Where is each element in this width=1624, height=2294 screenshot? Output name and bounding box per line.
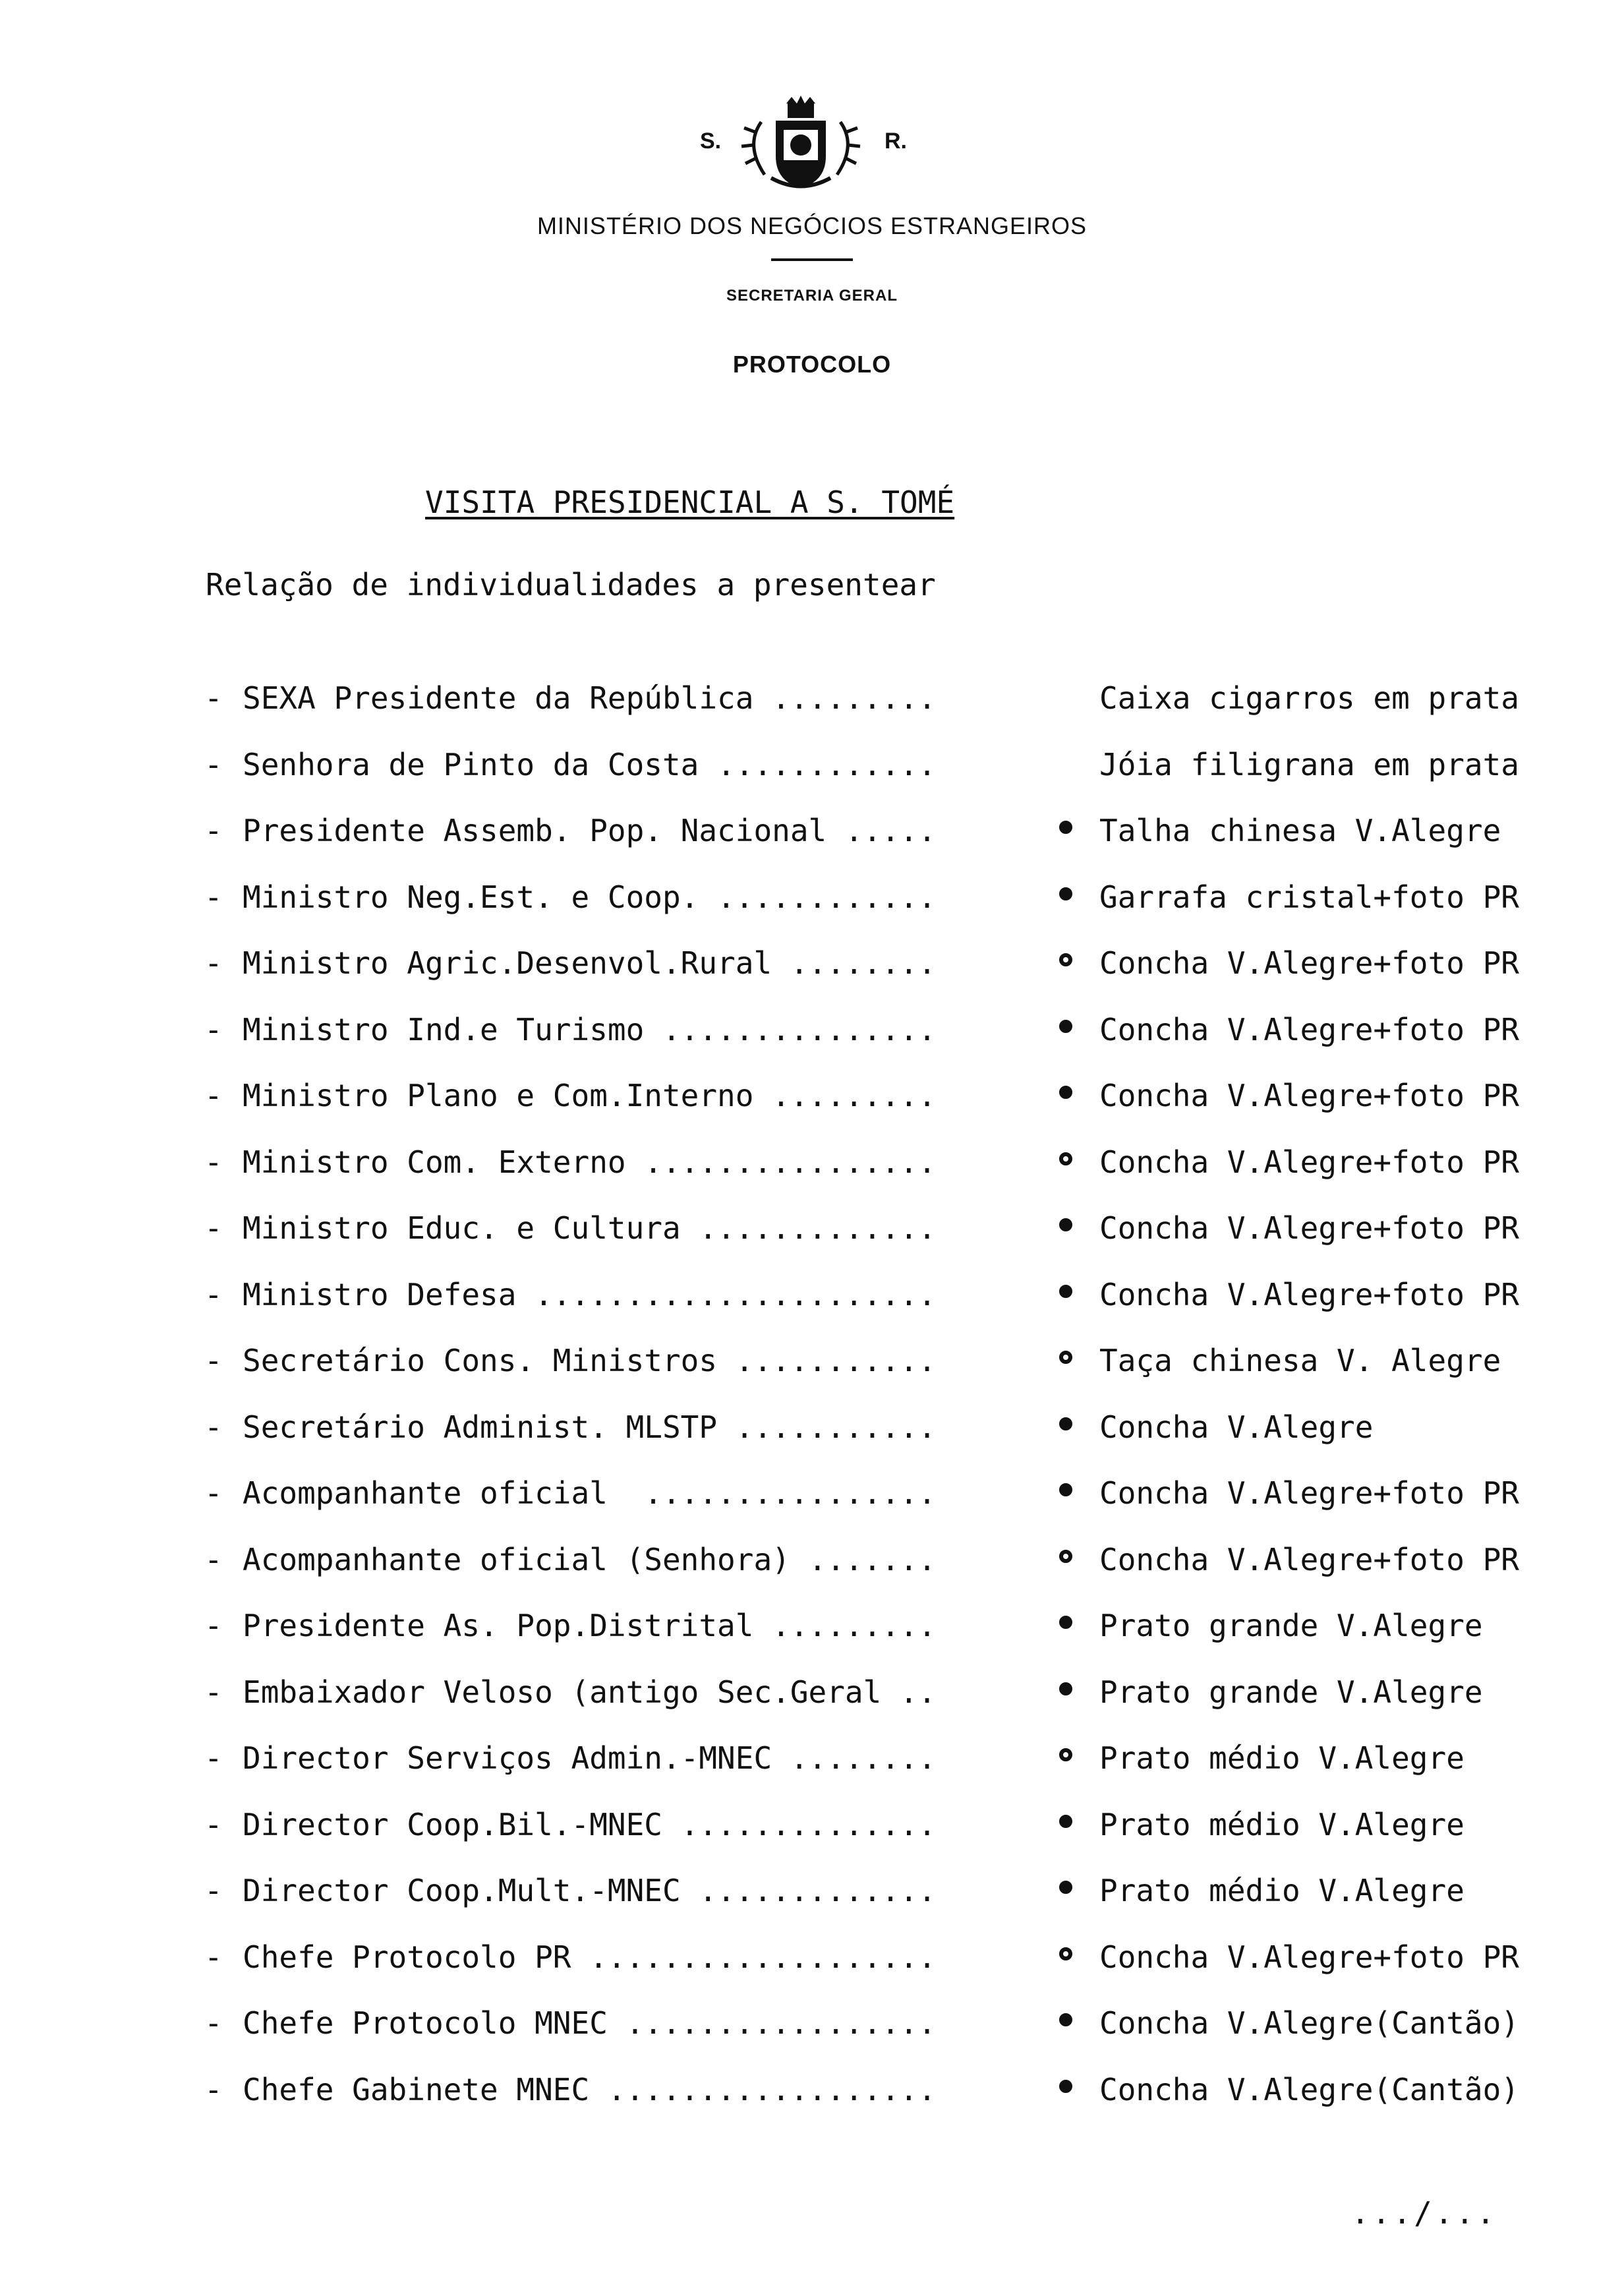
list-item bbox=[0, 1475, 1624, 1528]
letterhead-crest bbox=[0, 96, 1624, 194]
list-bullet: - bbox=[204, 680, 223, 716]
recipient-name: SEXA Presidente da República ......... bbox=[243, 680, 937, 716]
list-item bbox=[0, 1740, 1624, 1793]
letterhead-divider bbox=[771, 258, 853, 261]
list-bullet: - bbox=[204, 1343, 223, 1378]
list-item bbox=[0, 1674, 1624, 1727]
recipient-name: Ministro Defesa ...................... bbox=[243, 1276, 937, 1312]
check-mark-icon bbox=[1059, 1815, 1072, 1828]
gift-description: Concha V.Alegre+foto PR bbox=[1099, 1939, 1519, 1975]
recipient-name: Secretário Administ. MLSTP ........... bbox=[243, 1409, 937, 1445]
list-item bbox=[0, 813, 1624, 866]
list-bullet: - bbox=[204, 1144, 223, 1180]
list-item bbox=[0, 1542, 1624, 1595]
list-item bbox=[0, 1277, 1624, 1330]
gift-description: Caixa cigarros em prata bbox=[1099, 680, 1519, 716]
gift-description: Concha V.Alegre+foto PR bbox=[1099, 1276, 1519, 1312]
gift-description: Concha V.Alegre bbox=[1099, 1409, 1374, 1445]
list-bullet: - bbox=[204, 1740, 223, 1776]
list-item bbox=[0, 1210, 1624, 1263]
recipient-name: Secretário Cons. Ministros ........... bbox=[243, 1343, 937, 1378]
recipient-name: Chefe Protocolo PR ................... bbox=[243, 1939, 937, 1975]
recipient-name: Embaixador Veloso (antigo Sec.Geral .. bbox=[243, 1674, 937, 1710]
list-bullet: - bbox=[204, 1873, 223, 1908]
list-bullet: - bbox=[204, 746, 223, 782]
list-bullet: - bbox=[204, 1806, 223, 1842]
list-bullet: - bbox=[204, 945, 223, 981]
check-mark-icon bbox=[1059, 953, 1072, 966]
recipient-name: Acompanhante oficial ................ bbox=[243, 1475, 937, 1511]
list-bullet: - bbox=[204, 1210, 223, 1246]
recipient-name: Ministro Neg.Est. e Coop. ............ bbox=[243, 879, 937, 915]
list-bullet: - bbox=[204, 1541, 223, 1577]
check-mark-icon bbox=[1059, 1417, 1072, 1430]
list-bullet: - bbox=[204, 2005, 223, 2041]
recipient-name: Presidente As. Pop.Distrital ......... bbox=[243, 1608, 937, 1643]
gift-description: Prato médio V.Alegre bbox=[1099, 1740, 1464, 1776]
ministry-name: MINISTÉRIO DOS NEGÓCIOS ESTRANGEIROS bbox=[536, 212, 1088, 239]
gift-description: Concha V.Alegre+foto PR bbox=[1099, 1475, 1519, 1511]
recipient-name: Chefe Gabinete MNEC .................. bbox=[243, 2071, 937, 2107]
section-name: PROTOCOLO bbox=[732, 351, 892, 378]
check-mark-icon bbox=[1059, 1748, 1072, 1761]
gift-description: Concha V.Alegre+foto PR bbox=[1099, 1078, 1519, 1113]
check-mark-icon bbox=[1059, 2013, 1072, 2026]
list-item bbox=[0, 879, 1624, 932]
check-mark-icon bbox=[1059, 1351, 1072, 1364]
list-bullet: - bbox=[204, 1608, 223, 1643]
list-bullet: - bbox=[204, 1409, 223, 1445]
list-bullet: - bbox=[204, 1939, 223, 1975]
check-mark-icon bbox=[1059, 1550, 1072, 1563]
gift-description: Prato médio V.Alegre bbox=[1099, 1873, 1464, 1908]
check-mark-icon bbox=[1059, 1020, 1072, 1033]
gift-description: Concha V.Alegre+foto PR bbox=[1099, 1210, 1519, 1246]
list-item bbox=[0, 747, 1624, 800]
list-item bbox=[0, 1144, 1624, 1197]
check-mark-icon bbox=[1059, 1616, 1072, 1629]
check-mark-icon bbox=[1059, 821, 1072, 834]
gift-description: Garrafa cristal+foto PR bbox=[1099, 879, 1519, 915]
check-mark-icon bbox=[1059, 1086, 1072, 1099]
check-mark-icon bbox=[1059, 1218, 1072, 1231]
gift-description: Concha V.Alegre(Cantão) bbox=[1099, 2005, 1519, 2041]
document-subtitle: Relação de individualidades a presentear bbox=[206, 567, 936, 603]
list-bullet: - bbox=[204, 1475, 223, 1511]
gift-description: Taça chinesa V. Alegre bbox=[1099, 1343, 1501, 1378]
list-bullet: - bbox=[204, 813, 223, 848]
list-bullet: - bbox=[204, 1078, 223, 1113]
list-item bbox=[0, 1078, 1624, 1131]
check-mark-icon bbox=[1059, 1947, 1072, 1960]
list-bullet: - bbox=[204, 2071, 223, 2107]
recipient-name: Director Coop.Mult.-MNEC ............. bbox=[243, 1873, 937, 1908]
list-item bbox=[0, 945, 1624, 998]
list-item bbox=[0, 2005, 1624, 2058]
letterhead-initial-left: S. bbox=[700, 129, 722, 154]
gift-description: Concha V.Alegre+foto PR bbox=[1099, 945, 1519, 981]
list-bullet: - bbox=[204, 879, 223, 915]
list-item bbox=[0, 2072, 1624, 2125]
recipient-name: Ministro Plano e Com.Interno ......... bbox=[243, 1078, 937, 1113]
gift-description: Concha V.Alegre+foto PR bbox=[1099, 1011, 1519, 1047]
department-name: SECRETARIA GERAL bbox=[726, 287, 898, 305]
recipient-name: Director Serviços Admin.-MNEC ........ bbox=[243, 1740, 937, 1776]
recipient-name: Senhora de Pinto da Costa ............ bbox=[243, 746, 937, 782]
check-mark-icon bbox=[1059, 1682, 1072, 1695]
list-item bbox=[0, 1343, 1624, 1396]
recipient-name: Ministro Educ. e Cultura ............. bbox=[243, 1210, 937, 1246]
gift-description: Concha V.Alegre(Cantão) bbox=[1099, 2071, 1519, 2107]
gift-description: Prato grande V.Alegre bbox=[1099, 1674, 1483, 1710]
gift-description: Concha V.Alegre+foto PR bbox=[1099, 1541, 1519, 1577]
recipient-name: Ministro Ind.e Turismo ............... bbox=[243, 1011, 937, 1047]
list-item bbox=[0, 1939, 1624, 1992]
coat-of-arms-icon bbox=[735, 96, 867, 194]
recipient-name: Ministro Agric.Desenvol.Rural ........ bbox=[243, 945, 937, 981]
list-bullet: - bbox=[204, 1674, 223, 1710]
recipient-name: Acompanhante oficial (Senhora) ....... bbox=[243, 1541, 937, 1577]
check-mark-icon bbox=[1059, 1285, 1072, 1298]
list-item bbox=[0, 1608, 1624, 1661]
recipient-name: Ministro Com. Externo ................ bbox=[243, 1144, 937, 1180]
recipient-name: Presidente Assemb. Pop. Nacional ..... bbox=[243, 813, 937, 848]
list-item bbox=[0, 1012, 1624, 1065]
check-mark-icon bbox=[1059, 1152, 1072, 1165]
check-mark-icon bbox=[1059, 2080, 1072, 2093]
check-mark-icon bbox=[1059, 1881, 1072, 1894]
page-continuation: .../... bbox=[1351, 2195, 1497, 2231]
check-mark-icon bbox=[1059, 887, 1072, 900]
gift-description: Talha chinesa V.Alegre bbox=[1099, 813, 1501, 848]
recipient-name: Director Coop.Bil.-MNEC .............. bbox=[243, 1806, 937, 1842]
list-item bbox=[0, 1409, 1624, 1462]
check-mark-icon bbox=[1059, 1483, 1072, 1496]
list-bullet: - bbox=[204, 1276, 223, 1312]
gift-description: Jóia filigrana em prata bbox=[1099, 746, 1519, 782]
document-title: VISITA PRESIDENCIAL A S. TOMÉ bbox=[425, 485, 955, 520]
recipient-name: Chefe Protocolo MNEC ................. bbox=[243, 2005, 937, 2041]
gift-description: Prato grande V.Alegre bbox=[1099, 1608, 1483, 1643]
list-bullet: - bbox=[204, 1011, 223, 1047]
gift-description: Prato médio V.Alegre bbox=[1099, 1806, 1464, 1842]
list-item bbox=[0, 1807, 1624, 1860]
list-item bbox=[0, 680, 1624, 733]
list-item bbox=[0, 1873, 1624, 1926]
letterhead-initial-right: R. bbox=[884, 129, 907, 154]
gift-description: Concha V.Alegre+foto PR bbox=[1099, 1144, 1519, 1180]
